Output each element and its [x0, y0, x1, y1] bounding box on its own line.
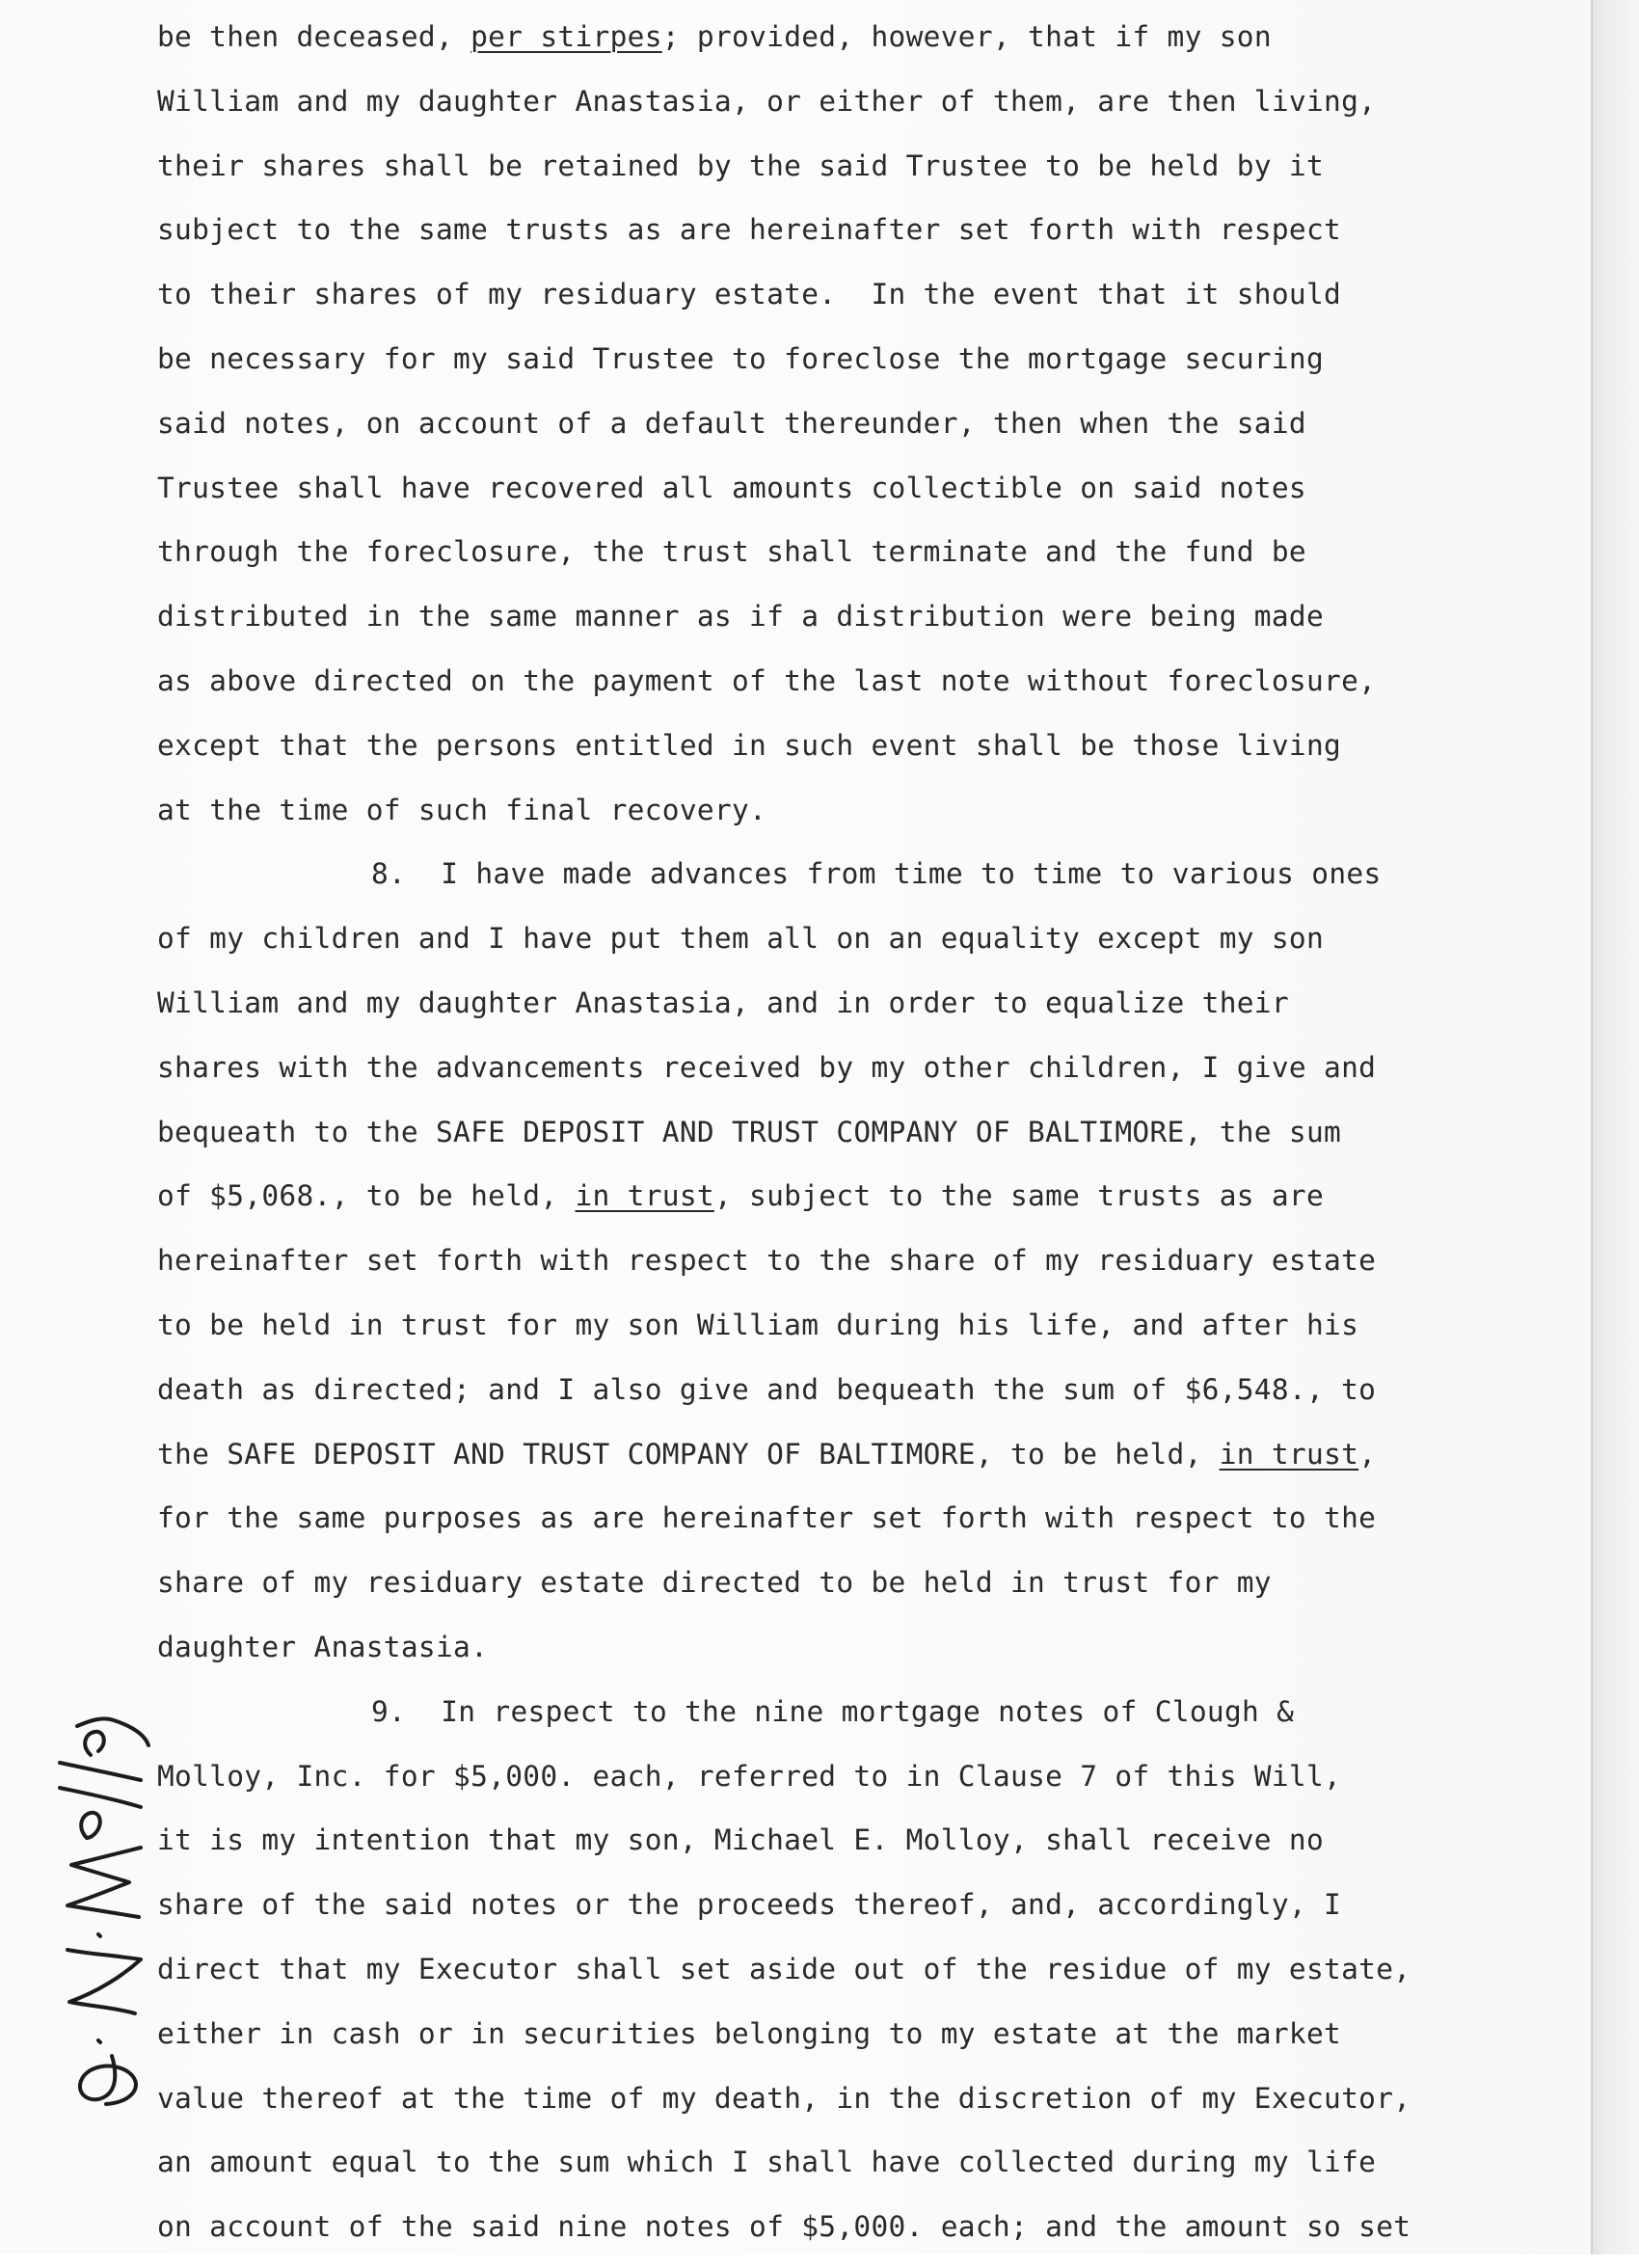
will-body-text — [157, 14, 1574, 2268]
document-line — [157, 722, 1574, 787]
document-line — [157, 1881, 1574, 1946]
document-line — [157, 271, 1574, 336]
document-line — [157, 1044, 1574, 1109]
text-run: to be held in trust for my son William during his life, and after his — [157, 1308, 1359, 1341]
text-run: Molloy, Inc. for $5,000. each, referred to in Clause 7 of this Will, — [157, 1759, 1342, 1793]
text-run: be then deceased, — [157, 20, 471, 53]
text-run: bequeath to the SAFE DEPOSIT AND TRUST COMPANY OF BALTIMORE, the sum — [157, 1115, 1342, 1148]
document-line — [157, 1173, 1574, 1237]
document-line — [157, 915, 1574, 980]
text-run: to their shares of my residuary estate. In the event that it should — [157, 278, 1342, 311]
document-line — [157, 1753, 1574, 1818]
text-run: share of the said notes or the proceeds thereof, and, accordingly, I — [157, 1888, 1342, 1922]
text-run: distributed in the same manner as if a distribution were being made — [157, 600, 1325, 634]
text-run: 8. I have made advances from time to time to various ones — [371, 857, 1382, 891]
document-line — [157, 78, 1574, 143]
text-run: except that the persons entitled in such event shall be those living — [157, 728, 1342, 762]
document-line — [157, 1624, 1574, 1688]
document-line — [157, 1366, 1574, 1431]
document-line — [157, 593, 1574, 658]
text-run: ; provided, however, that if my son — [661, 20, 1272, 53]
marginal-signature — [48, 1707, 154, 2112]
document-line — [157, 787, 1574, 851]
underlined-phrase: per stirpes — [470, 20, 662, 53]
text-run: shares with the advancements received by my other children, I give and — [157, 1050, 1377, 1084]
document-line — [157, 2139, 1574, 2203]
document-line — [157, 206, 1574, 271]
document-line — [157, 1946, 1574, 2011]
text-run: of $5,068., to be held, — [157, 1179, 576, 1213]
text-run: , — [1358, 1437, 1377, 1471]
document-line — [157, 1302, 1574, 1366]
text-run: William and my daughter Anastasia, and in order to equalize their — [157, 986, 1289, 1019]
text-run: , subject to the same trusts as are — [713, 1179, 1325, 1213]
text-run: value thereof at the time of my death, in the discretion of my Executor, — [157, 2081, 1411, 2115]
text-run: at the time of such final recovery. — [157, 793, 767, 826]
underlined-phrase: in trust — [575, 1179, 714, 1213]
document-line — [157, 465, 1574, 529]
text-run: as above directed on the payment of the last note without foreclosure, — [157, 663, 1377, 697]
text-run: 9. In respect to the nine mortgage notes of Clough & — [371, 1694, 1295, 1728]
document-line — [157, 850, 1574, 915]
document-line — [157, 2203, 1574, 2268]
document-line — [157, 1559, 1574, 1624]
text-run: an amount equal to the sum which I shall have collected during my life — [157, 2146, 1377, 2179]
document-line — [157, 14, 1574, 78]
document-line — [157, 1817, 1574, 1881]
text-run: either in cash or in securities belonging to my estate at the market — [157, 2016, 1342, 2050]
text-run: Trustee shall have recovered all amounts collectible on said notes — [157, 471, 1306, 504]
document-line — [157, 336, 1574, 400]
text-run: hereinafter set forth with respect to the share of my residuary estate — [157, 1244, 1377, 1278]
document-line — [157, 400, 1574, 465]
document-line — [157, 1109, 1574, 1174]
text-run: on account of the said nine notes of $5,000. each; and the amount so set — [157, 2210, 1411, 2244]
document-line — [157, 658, 1574, 722]
document-line — [157, 1237, 1574, 1302]
text-run: daughter Anastasia. — [157, 1630, 489, 1663]
underlined-phrase: in trust — [1219, 1437, 1359, 1471]
text-run: of my children and I have put them all on an equality except my son — [157, 922, 1325, 956]
text-run: said notes, on account of a default thereunder, then when the said — [157, 406, 1306, 440]
document-line — [157, 980, 1574, 1044]
text-run: through the foreclosure, the trust shall terminate and the fund be — [157, 535, 1306, 569]
scanner-background — [1593, 0, 1639, 2254]
document-line — [157, 2011, 1574, 2075]
text-run: be necessary for my said Trustee to foreclose the mortgage securing — [157, 341, 1325, 375]
text-run: for the same purposes as are hereinafter set forth with respect to the — [157, 1501, 1377, 1535]
text-run: death as directed; and I also give and bequeath the sum of $6,548., to — [157, 1372, 1377, 1406]
text-run: direct that my Executor shall set aside out of the residue of my estate, — [157, 1952, 1411, 1985]
document-line — [157, 2075, 1574, 2140]
document-line — [157, 1431, 1574, 1496]
text-run: subject to the same trusts as are hereinafter set forth with respect — [157, 213, 1342, 247]
text-run: their shares shall be retained by the said Trustee to be held by it — [157, 148, 1325, 182]
document-line — [157, 1688, 1574, 1753]
text-run: share of my residuary estate directed to be held in trust for my — [157, 1566, 1272, 1600]
text-run: the SAFE DEPOSIT AND TRUST COMPANY OF BALTIMORE, to be held, — [157, 1437, 1220, 1471]
text-run: William and my daughter Anastasia, or either of them, are then living, — [157, 84, 1377, 118]
document-line — [157, 528, 1574, 593]
text-run: it is my intention that my son, Michael E. Molloy, shall receive no — [157, 1823, 1325, 1857]
document-line — [157, 1495, 1574, 1559]
document-line — [157, 143, 1574, 207]
